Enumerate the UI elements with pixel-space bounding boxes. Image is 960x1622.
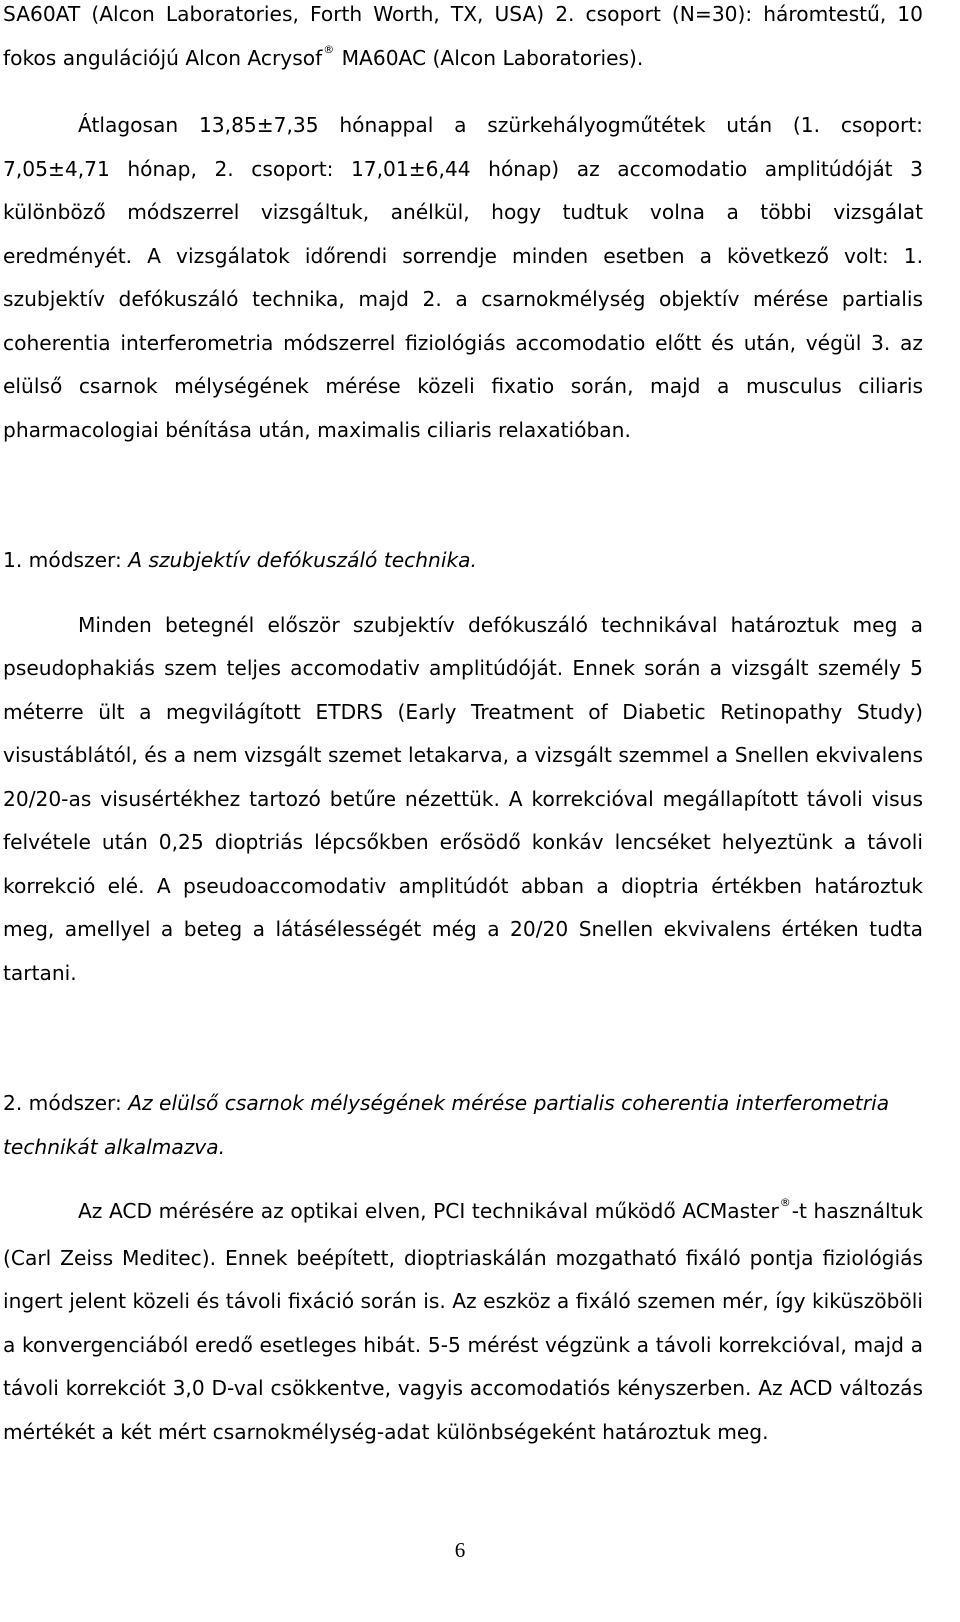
lens-groups-text: SA60AT (Alcon Laboratories, Forth Worth, TX, USA) 2. csoport (N=30): háromtestű, 10 fokos angulációjú Alcon Acrysof bbox=[3, 2, 923, 70]
acmaster-text: Az ACD mérésére az optikai elven, PCI technikával működő ACMaster bbox=[78, 1199, 779, 1223]
document-page bbox=[3, 0, 923, 1454]
method-2-title: Az elülső csarnok mélységének mérése partialis coherentia interferometria bbox=[128, 1091, 890, 1115]
paragraph-defocus-technique: Minden betegnél először szubjektív defókuszáló technikával határoztuk meg a pseudophakiás szem teljes accomodativ amplitúdóját. Ennek során a vizsgált személy 5 méterre ült a megvilágított ETDRS (Early Treatment of Diabetic Retinopathy Study) visustáblától, és a nem vizsgált szemet letakarva, a vizsgált szemmel a Snellen ekvivalens 20/20-as visusértékhez tartozó betűre nézettük. A korrekcióval megállapított távoli visus felvétele után 0,25 dioptriás lépcsőkben erősödő konkáv lencséket helyeztünk a távoli korrekció elé. A pseudoaccomodativ amplitúdót abban a dioptria értékben határoztuk meg, amellyel a beteg a látásélességét még a 20/20 Snellen ekvivalens értéken tudta tartani. bbox=[3, 612, 923, 985]
registered-mark: ® bbox=[779, 1196, 791, 1209]
paragraph-acmaster bbox=[3, 1190, 923, 1454]
method-2-title-continued: technikát alkalmazva. bbox=[3, 1134, 226, 1159]
paragraph-lens-groups bbox=[3, 0, 923, 83]
lens-groups-text-end: MA60AC (Alcon Laboratories). bbox=[335, 45, 644, 70]
method-1-label: 1. módszer: bbox=[3, 548, 129, 572]
method-2-label: 2. módszer: bbox=[3, 1091, 129, 1115]
registered-mark: ® bbox=[323, 42, 335, 56]
page-number: 6 bbox=[454, 1538, 466, 1562]
paragraph-study-design: Átlagosan 13,85±7,35 hónappal a szürkehályogműtétek után (1. csoport: 7,05±4,71 hónap, 2. csoport: 17,01±6,44 hónap) az accomodatio amplitúdóját 3 különböző módszerrel vizsgáltuk, anélkül, hogy tudtuk volna a többi vizsgálat eredményét. A vizsgálatok időrendi sorrendje minden esetben a következő volt: 1. szubjektív defókuszáló technika, majd 2. a csarnokmélység objektív mérése partialis coherentia interferometria módszerrel fiziológiás accomodatio előtt és után, végül 3. az elülső csarnok mélységének mérése közeli fixatio során, majd a musculus ciliaris pharmacologiai bénítása után, maximalis ciliaris relaxatióban. bbox=[3, 113, 923, 442]
method-1-heading bbox=[3, 539, 923, 583]
method-2-heading bbox=[3, 1082, 923, 1126]
acmaster-text-end: -t használtuk (Carl Zeiss Meditec). Ennek beépített, dioptriaskálán mozgatható fixáló pontja fiziológiás ingert jelent közeli és távoli fixáció során is. Az eszköz a fixáló szemen mér, így kiküszöböli a konvergenciából eredő esetleges hibát. 5-5 mérést végzünk a távoli korrekcióval, majd a távoli korrekciót 3,0 D-val csökkentve, vagyis accomodatiós kényszerben. Az ACD változás mértékét a két mért csarnokmélység-adat különbségeként határoztuk meg. bbox=[3, 1199, 923, 1444]
method-1-title: A szubjektív defókuszáló technika. bbox=[128, 548, 477, 572]
